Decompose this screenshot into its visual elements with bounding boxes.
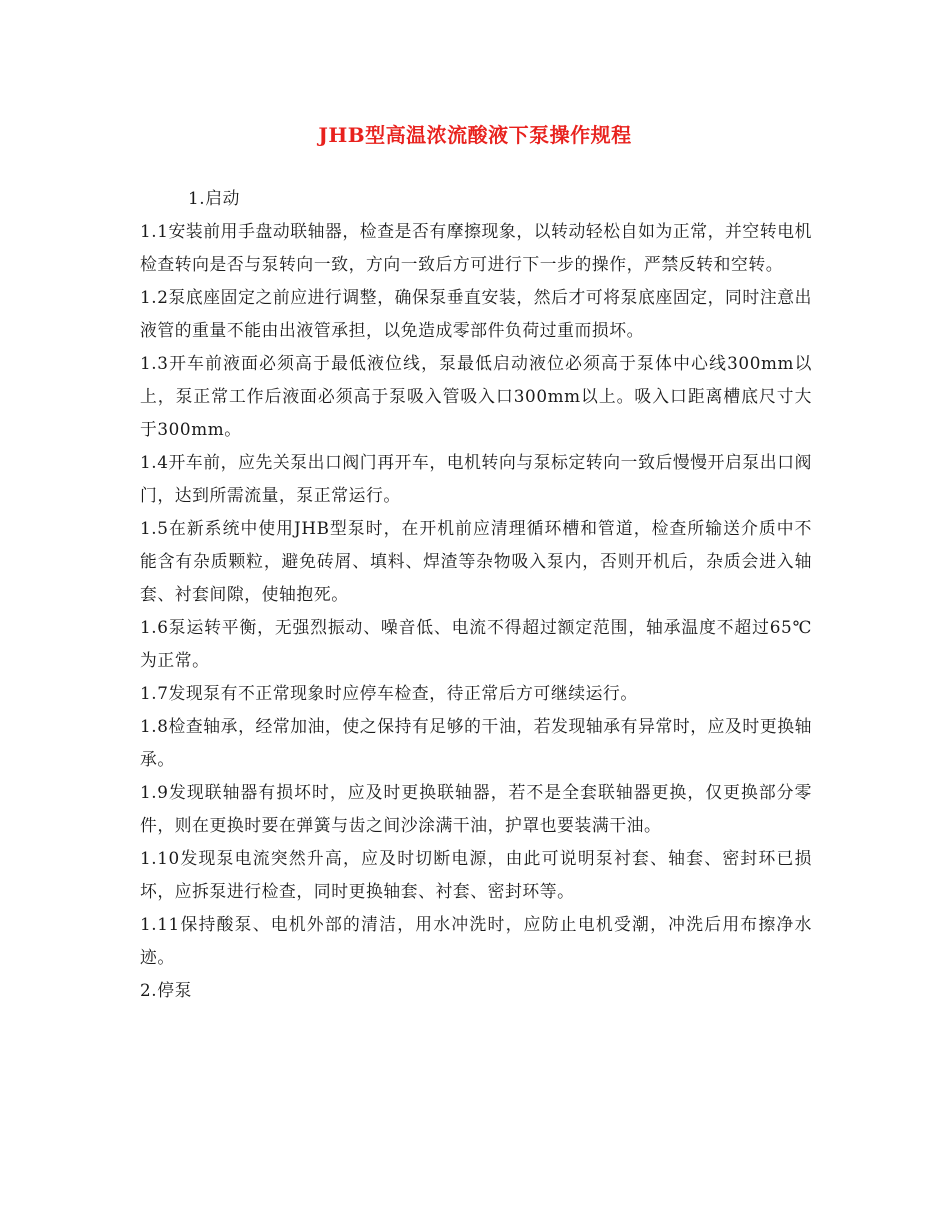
paragraph-1-3: 1.3开车前液面必须高于最低液位线，泵最低启动液位必须高于泵体中心线300mm以上，泵正常工作后液面必须高于泵吸入管吸入口300mm以上。吸入口距离槽底尺寸大于300mm。 — [140, 353, 812, 439]
paragraph-1-11: 1.11保持酸泵、电机外部的清洁，用水冲洗时，应防止电机受潮，冲洗后用布擦净水迹。 — [140, 914, 812, 967]
paragraph-1-8: 1.8检查轴承，经常加油，使之保持有足够的干油，若发现轴承有异常时，应及时更换轴承。 — [140, 716, 812, 769]
paragraph-1-10: 1.10发现泵电流突然升高，应及时切断电源，由此可说明泵衬套、轴套、密封环已损坏，应拆泵进行检查，同时更换轴套、衬套、密封环等。 — [140, 848, 812, 901]
paragraph-1-4: 1.4开车前，应先关泵出口阀门再开车，电机转向与泵标定转向一致后慢慢开启泵出口阀门，达到所需流量，泵正常运行。 — [140, 452, 812, 505]
document-body — [140, 182, 812, 1007]
paragraph-1-5: 1.5在新系统中使用JHB型泵时，在开机前应清理循环槽和管道，检查所输送介质中不能含有杂质颗粒，避免砖屑、填料、焊渣等杂物吸入泵内，否则开机后，杂质会进入轴套、衬套间隙，使轴抱死。 — [140, 518, 812, 604]
document-title: JHB型高温浓流酸液下泵操作规程 — [318, 123, 632, 147]
paragraph-1-6: 1.6泵运转平衡，无强烈振动、噪音低、电流不得超过额定范围，轴承温度不超过65℃为正常。 — [140, 617, 812, 670]
section-heading-startup: 1.启动 — [188, 188, 240, 208]
paragraph-1-7: 1.7发现泵有不正常现象时应停车检查，待正常后方可继续运行。 — [140, 683, 638, 703]
paragraph-1-9: 1.9发现联轴器有损坏时，应及时更换联轴器，若不是全套联轴器更换，仅更换部分零件，则在更换时要在弹簧与齿之间沙涂满干油，护罩也要装满干油。 — [140, 782, 812, 835]
paragraph-1-2: 1.2泵底座固定之前应进行调整，确保泵垂直安装，然后才可将泵底座固定，同时注意出液管的重量不能由出液管承担，以免造成零部件负荷过重而损坏。 — [140, 287, 812, 340]
paragraph-1-1: 1.1安装前用手盘动联轴器，检查是否有摩擦现象，以转动轻松自如为正常，并空转电机检查转向是否与泵转向一致，方向一致后方可进行下一步的操作，严禁反转和空转。 — [140, 221, 812, 274]
section-heading-stop: 2.停泵 — [140, 980, 192, 1000]
